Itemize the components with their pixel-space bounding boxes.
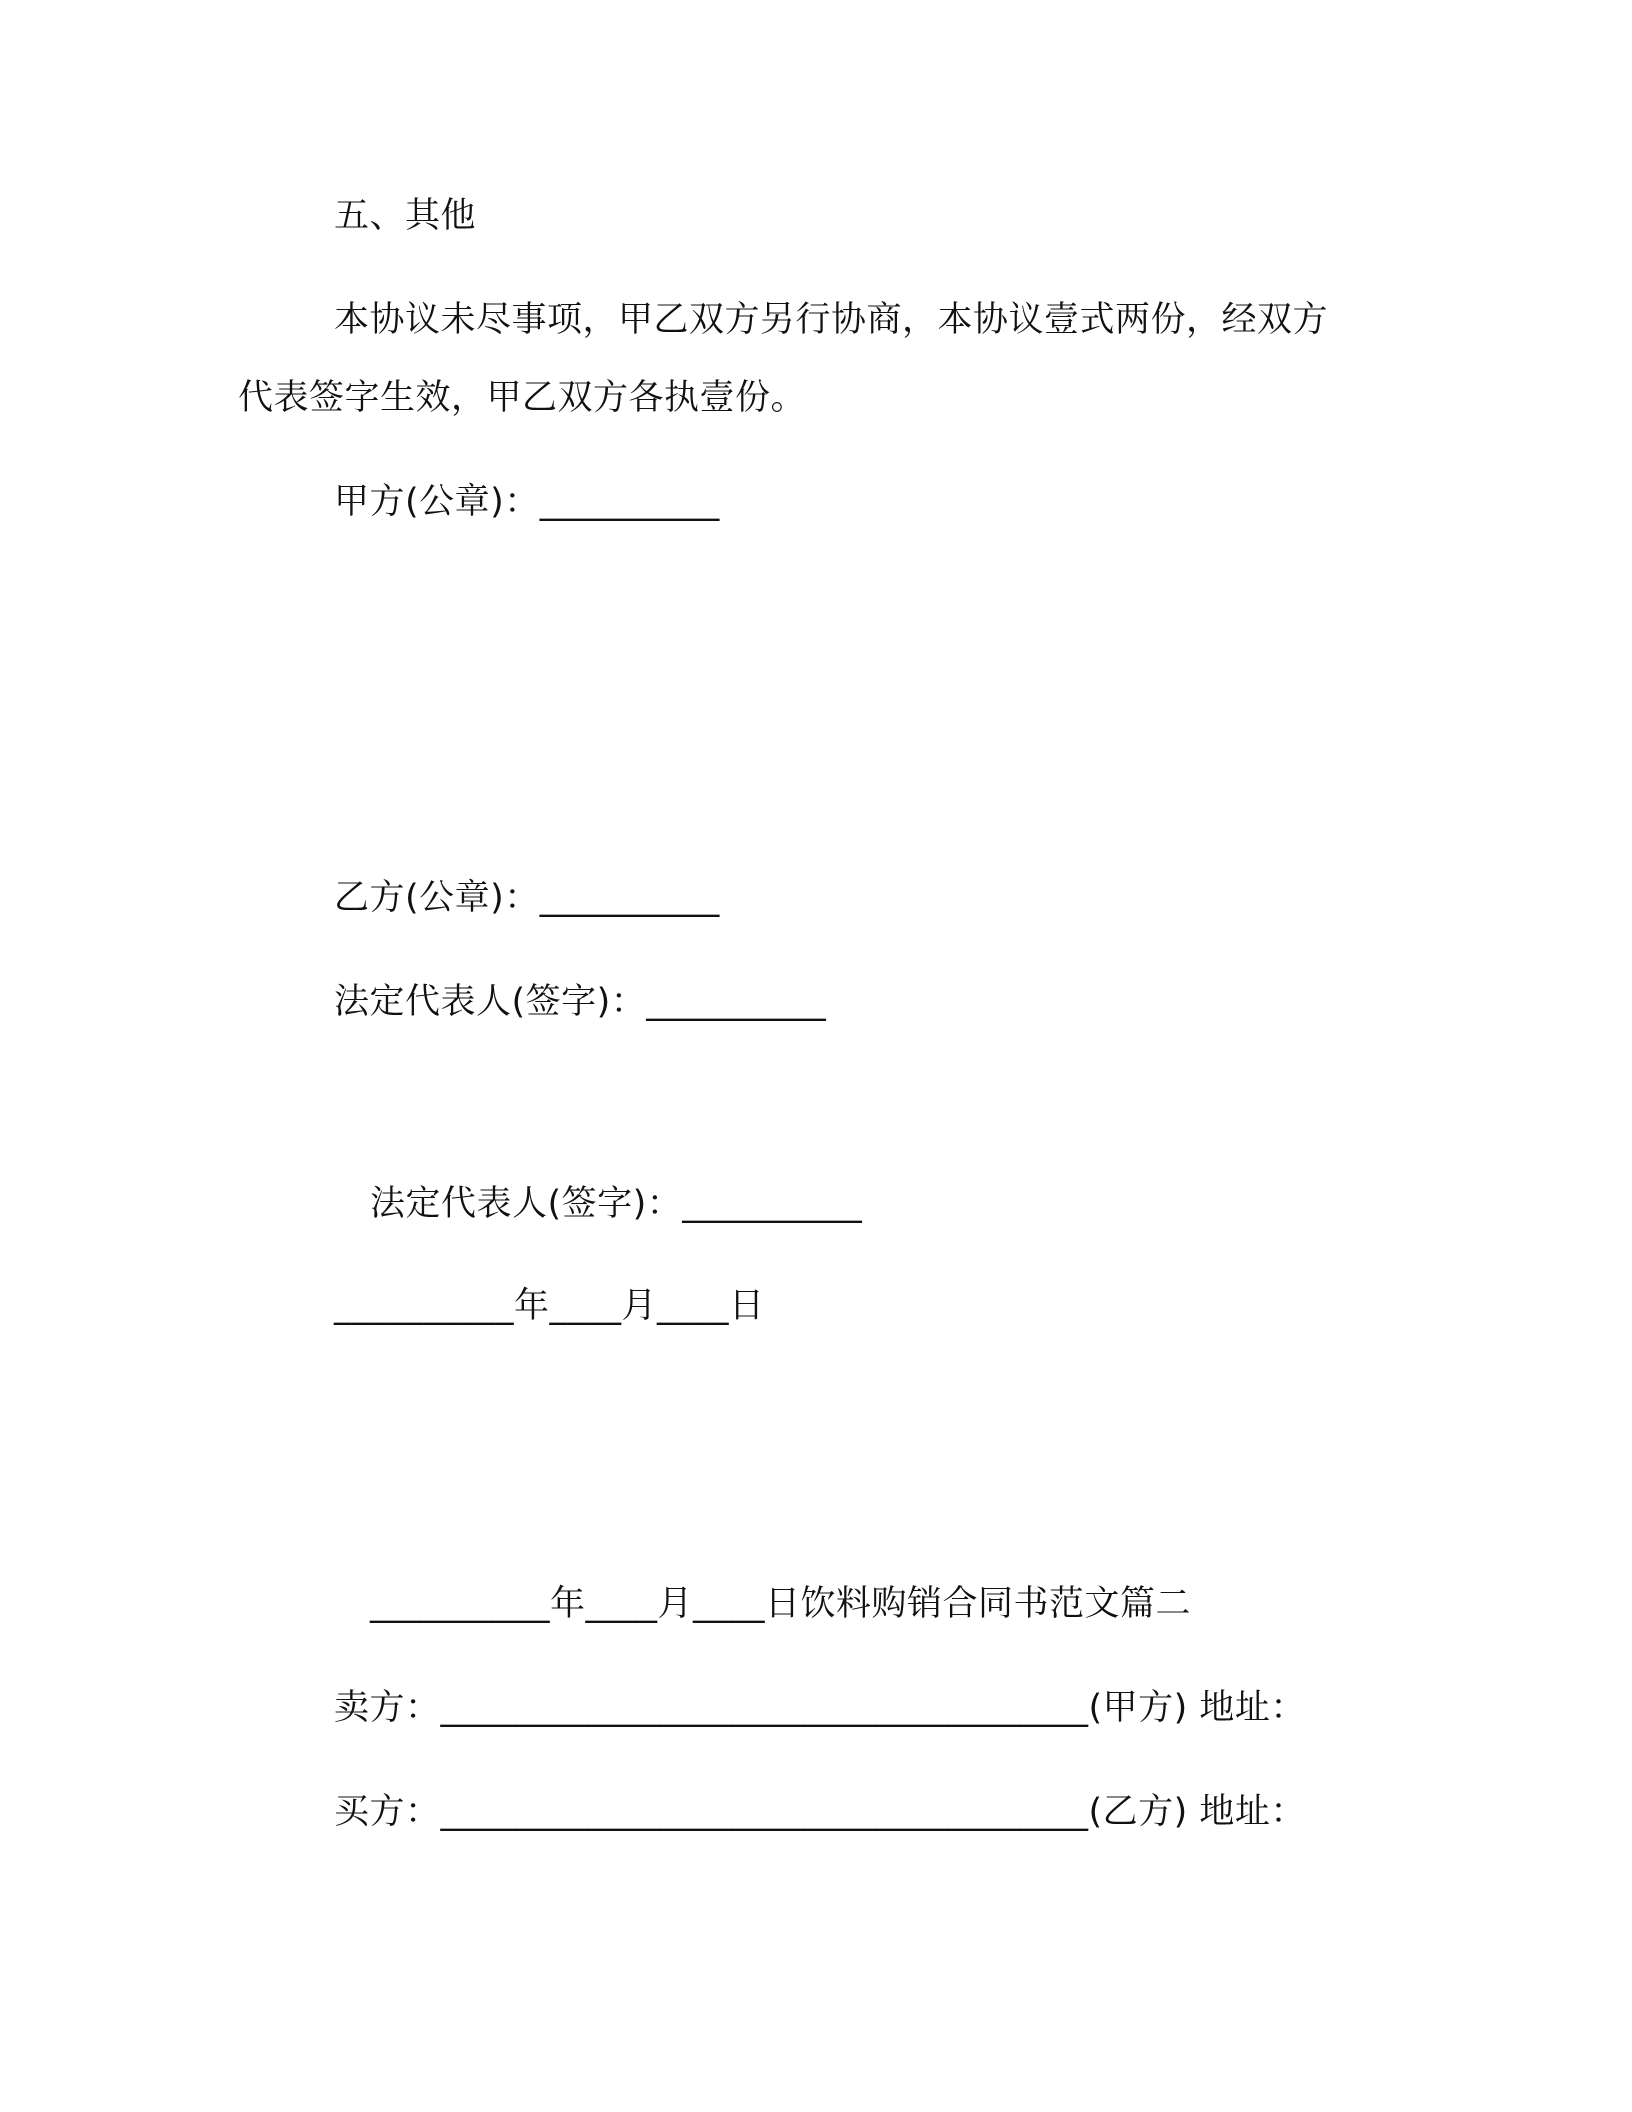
- section-heading: 五、其他: [334, 196, 477, 236]
- date-line: __________年____月____日: [334, 1286, 765, 1326]
- buyer-line: 买方：____________________________________(乙方) 地址：: [334, 1792, 1306, 1832]
- legal-representative-signature-line-1: 法定代表人(签字)：__________: [334, 982, 827, 1022]
- contract-title-line: __________年____月____日饮料购销合同书范文篇二: [370, 1584, 1192, 1624]
- legal-representative-signature-line-2: 法定代表人(签字)：__________: [370, 1184, 863, 1224]
- party-a-seal-line: 甲方(公章)：__________: [334, 482, 720, 522]
- body-paragraph-line-1: 本协议未尽事项，甲乙双方另行协商，本协议壹式两份，经双方: [334, 300, 1329, 340]
- body-paragraph-line-2: 代表签字生效，甲乙双方各执壹份。: [238, 378, 807, 418]
- party-b-seal-line: 乙方(公章)：__________: [334, 878, 720, 918]
- seller-line: 卖方：____________________________________(甲方) 地址：: [334, 1688, 1306, 1728]
